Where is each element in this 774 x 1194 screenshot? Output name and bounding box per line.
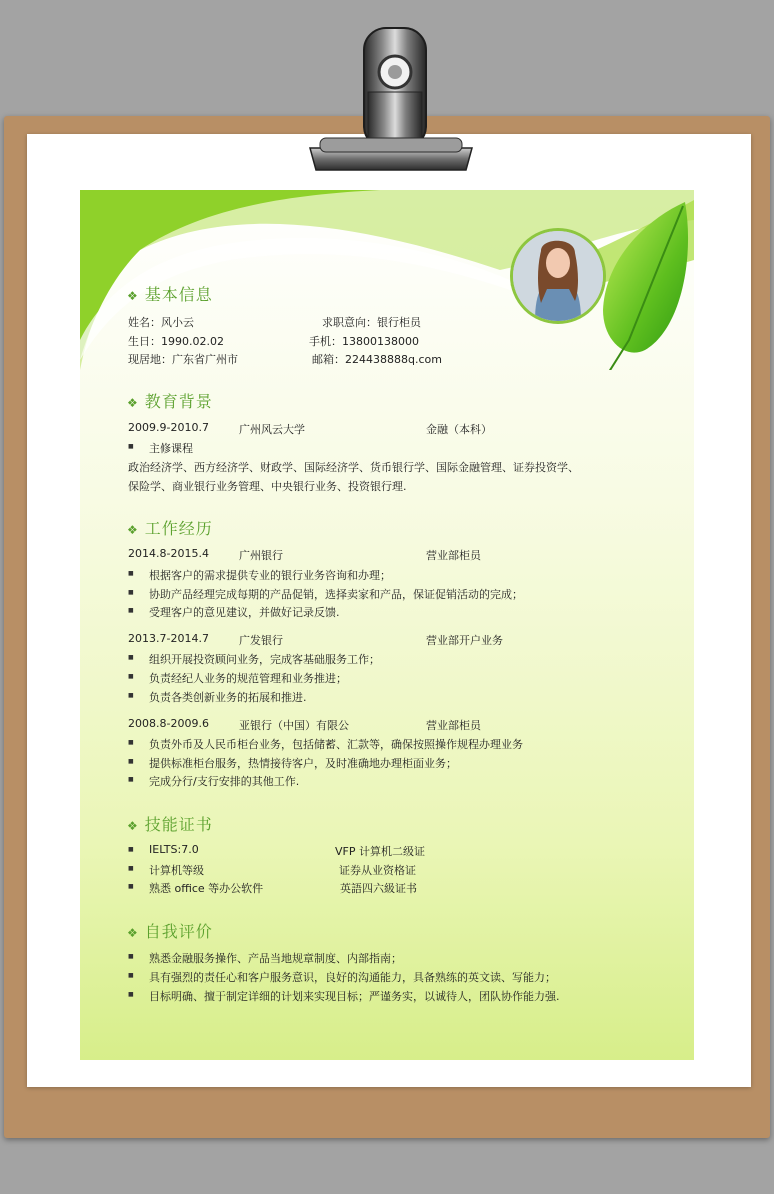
birth-field: 生日：1990.02.02 — [128, 335, 224, 348]
education-school: 广州风云大学 — [239, 423, 305, 436]
phone-field: 手机：13800138000 — [309, 335, 419, 348]
resume-page — [80, 190, 694, 1060]
diamond-bullet-icon: ❖ — [127, 819, 139, 833]
list-item: ■ 负责外币及人民币柜台业务，包括储蓄、汇款等，确保按照操作规程办理业务 — [128, 736, 523, 752]
skill-cert: 证券从业资格证 — [339, 864, 416, 877]
job-company: 广发银行 — [239, 634, 283, 647]
list-item: ■ 提供标准柜台服务，热情接待客户，及时准确地办理柜面业务； — [128, 755, 457, 771]
job-intention-field: 求职意向：银行柜员 — [322, 316, 421, 329]
list-item: ■ IELTS:7.0 — [128, 843, 199, 856]
list-item: ■ 受理客户的意见建议，并做好记录反馈. — [128, 604, 340, 620]
section-work — [127, 516, 213, 539]
section-title: 教育背景 — [144, 392, 213, 411]
job-position: 营业部柜员 — [426, 549, 481, 562]
name-field: 姓名：风小云 — [128, 316, 194, 329]
skill-cert: 英語四六級证书 — [340, 882, 417, 895]
list-item: ■ 具有强烈的责任心和客户服务意识，良好的沟通能力，具备熟练的英文读、写能力； — [128, 969, 556, 985]
address-field: 现居地：广东省广州市 — [128, 353, 238, 366]
section-education — [127, 389, 213, 412]
education-period: 2009.9-2010.7 — [128, 421, 209, 434]
job-position: 营业部柜员 — [426, 719, 481, 732]
section-basic-info — [127, 282, 213, 305]
job-period: 2013.7-2014.7 — [128, 632, 209, 645]
diamond-bullet-icon: ❖ — [127, 289, 139, 303]
email-field: 邮箱：224438888q.com — [312, 353, 442, 366]
job-position: 营业部开户业务 — [426, 634, 503, 647]
section-title: 技能证书 — [144, 815, 213, 834]
list-item: ■ 熟悉金融服务操作、产品当地规章制度、内部指南； — [128, 950, 402, 966]
diamond-bullet-icon: ❖ — [127, 523, 139, 537]
list-item: ■ 目标明确、擅于制定详细的计划来实现目标；严谨务实，以诚待人，团队协作能力强. — [128, 988, 560, 1004]
courses-line: 政治经济学、西方经济学、财政学、国际经济学、货币银行学、国际金融管理、证券投资学、 — [128, 461, 579, 474]
section-title: 工作经历 — [144, 519, 213, 538]
diamond-bullet-icon: ❖ — [127, 926, 139, 940]
section-title: 自我评价 — [144, 922, 213, 941]
diamond-bullet-icon: ❖ — [127, 396, 139, 410]
education-major: 金融（本科） — [426, 423, 492, 436]
list-item: ■ 协助产品经理完成每期的产品促销，选择卖家和产品，保证促销活动的完成； — [128, 586, 523, 602]
section-skills — [127, 812, 213, 835]
list-item: ■ 负责经纪人业务的规范管理和业务推进； — [128, 670, 347, 686]
job-period: 2008.8-2009.6 — [128, 717, 209, 730]
list-item: ■ 计算机等级 — [128, 862, 204, 878]
binder-clip-icon — [306, 20, 476, 180]
list-item: ■ 组织开展投资顾问业务，完成客基础服务工作； — [128, 651, 380, 667]
job-period: 2014.8-2015.4 — [128, 547, 209, 560]
courses-line: 保险学、商业银行业务管理、中央银行业务、投资银行理. — [128, 480, 407, 493]
list-item: ■ 熟悉 office 等办公软件 — [128, 880, 263, 896]
list-item: ■ 根据客户的需求提供专业的银行业务咨询和办理； — [128, 567, 391, 583]
list-item: ■ 主修课程 — [128, 440, 193, 456]
green-leaf-icon — [585, 200, 694, 370]
section-self-evaluation — [127, 919, 213, 942]
section-title: 基本信息 — [144, 285, 213, 304]
list-item: ■ 完成分行/支行安排的其他工作. — [128, 773, 299, 789]
job-company: 亚银行（中国）有限公 — [239, 719, 349, 732]
skill-cert: VFP 计算机二级证 — [335, 845, 425, 858]
list-item: ■ 负责各类创新业务的拓展和推进. — [128, 689, 307, 705]
job-company: 广州银行 — [239, 549, 283, 562]
